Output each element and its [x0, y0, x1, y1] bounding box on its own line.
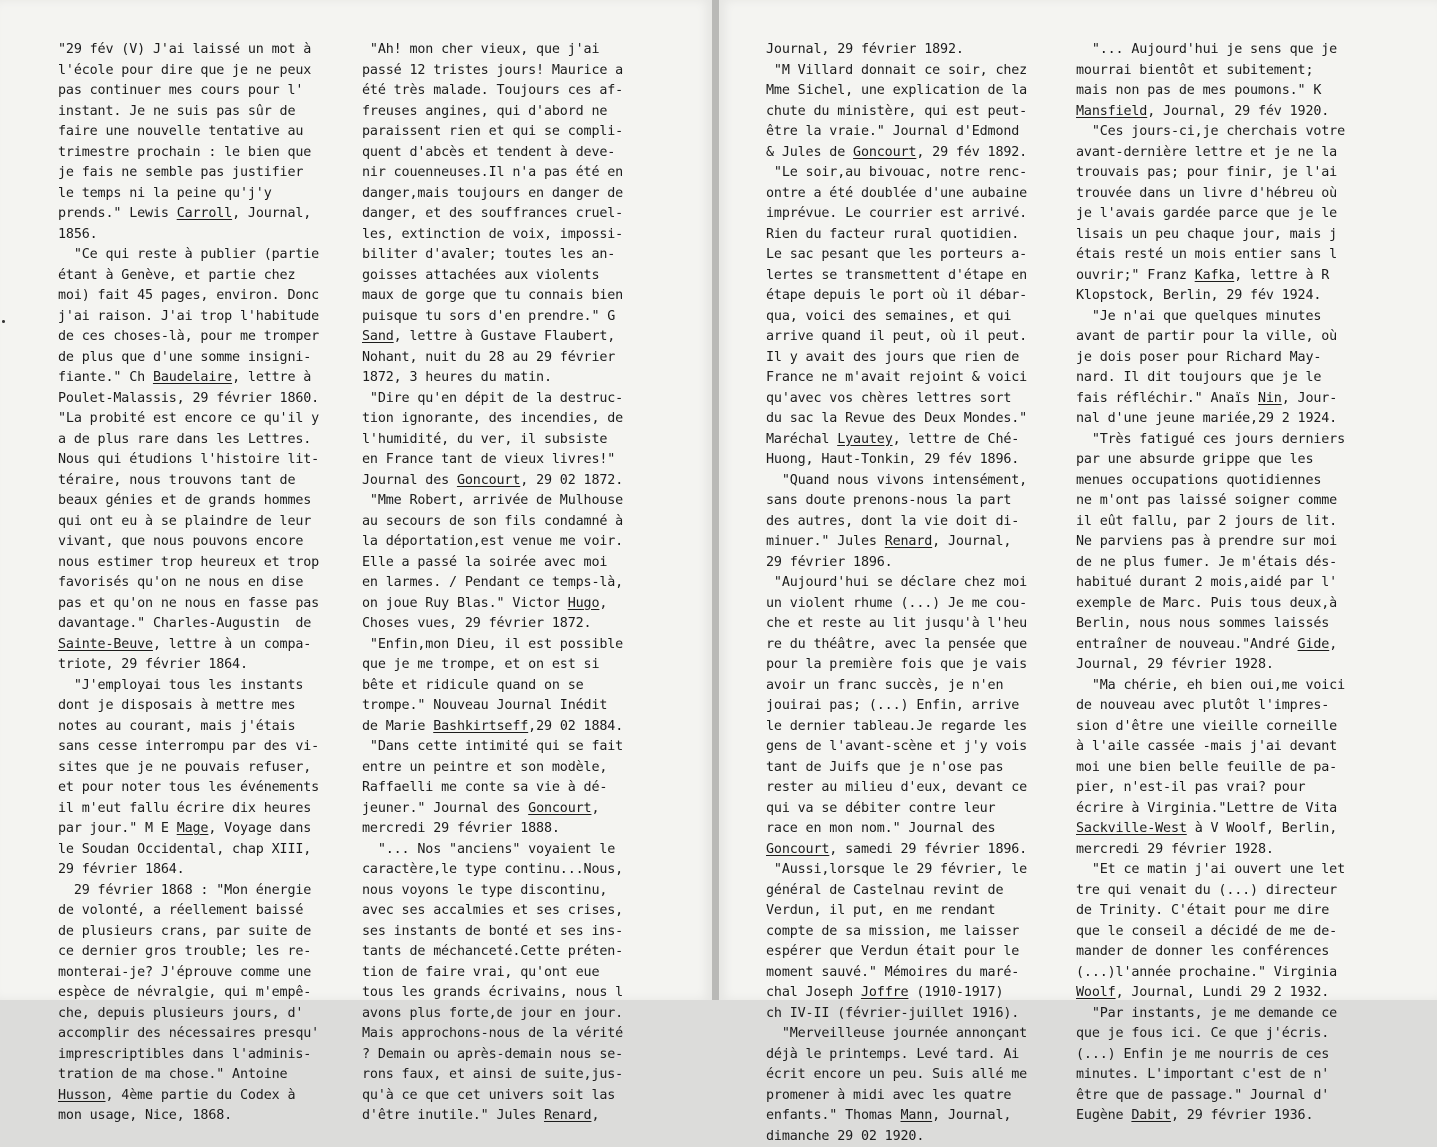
text-line: Rien du facteur rural quotidien. [766, 225, 1027, 246]
text-line: accomplir des nécessaires presqu' [58, 1024, 319, 1045]
text-line: tous les grands écrivains, nous l [362, 983, 623, 1004]
text-line: "Mme Robert, arrivée de Mulhouse [362, 491, 623, 512]
text-line: jeuner." Journal des Goncourt, [362, 799, 623, 820]
text-line: Goncourt, samedi 29 février 1896. [766, 840, 1027, 861]
text-column-1 [58, 40, 319, 1127]
text-line: on joue Ruy Blas." Victor Hugo, [362, 594, 623, 615]
text-line: Verdun, il put, en me rendant [766, 901, 1027, 922]
text-line: "Merveilleuse journée annonçant [766, 1024, 1027, 1045]
text-line: qui ont eu à se plaindre de leur [58, 512, 319, 533]
text-line: minutes. L'important c'est de n' [1076, 1065, 1345, 1086]
text-line: ce dernier gros trouble; les re- [58, 942, 319, 963]
text-line: "La probité est encore ce qu'il y [58, 409, 319, 430]
text-line: & Jules de Goncourt, 29 fév 1892. [766, 143, 1027, 164]
text-line: en larmes. / Pendant ce temps-là, [362, 573, 623, 594]
text-line: moi une bien belle feuille de pa- [1076, 758, 1345, 779]
text-line: "Dire qu'en dépit de la destruc- [362, 389, 623, 410]
text-line: des autres, dont la vie doit di- [766, 512, 1027, 533]
text-line: trimestre prochain : le bien que [58, 143, 319, 164]
author-name: Goncourt [766, 842, 829, 857]
text-line: étant à Genève, et partie chez [58, 266, 319, 287]
text-line: puisque tu sors d'en prendre." G [362, 307, 623, 328]
text-line: ne m'ont pas laissé soigner comme [1076, 491, 1345, 512]
text-line: "... Nos "anciens" voyaient le [362, 840, 623, 861]
text-line: fais réfléchir." Anaïs Nin, Jour- [1076, 389, 1345, 410]
author-name: Bashkirtseff [433, 719, 528, 734]
text-line: le dernier tableau.Je regarde les [766, 717, 1027, 738]
author-name: Lyautey [837, 432, 892, 447]
author-name: Sainte-Beuve [58, 637, 153, 652]
text-line: 1856. [58, 225, 319, 246]
text-line: instant. Je ne suis pas sûr de [58, 102, 319, 123]
text-line: "Par instants, je me demande ce [1076, 1004, 1345, 1025]
text-line: menues occupations quotidiennes [1076, 471, 1345, 492]
text-line: que le conseil a décidé de me de- [1076, 922, 1345, 943]
text-line: "Le soir,au bivouac, notre renc- [766, 163, 1027, 184]
text-line: Huong, Haut-Tonkin, 29 fév 1896. [766, 450, 1027, 471]
text-line: "Je n'ai que quelques minutes [1076, 307, 1345, 328]
text-line: fiante." Ch Baudelaire, lettre à [58, 368, 319, 389]
text-line: arrive quand il peut, où il peut. [766, 327, 1027, 348]
text-line: qui va se débiter contre leur [766, 799, 1027, 820]
text-line: du sac la Revue des Deux Mondes." [766, 409, 1027, 430]
author-name: Goncourt [457, 473, 520, 488]
text-line: Sackville-West à V Woolf, Berlin, [1076, 819, 1345, 840]
text-line: maux de gorge que tu connais bien [362, 286, 623, 307]
text-line: Poulet-Malassis, 29 février 1860. [58, 389, 319, 410]
text-line: moment sauvé." Mémoires du maré- [766, 963, 1027, 984]
text-line: (...) Enfin je me nourris de ces [1076, 1045, 1345, 1066]
text-line: goisses attachées aux violents [362, 266, 623, 287]
text-line: "Ah! mon cher vieux, que j'ai [362, 40, 623, 61]
text-line: mourrai bientôt et subitement; [1076, 61, 1345, 82]
text-line: minuer." Jules Renard, Journal, [766, 532, 1027, 553]
text-line: il m'eut fallu écrire dix heures [58, 799, 319, 820]
text-line: mercredi 29 février 1888. [362, 819, 623, 840]
text-line: prends." Lewis Carroll, Journal, [58, 204, 319, 225]
author-name: Carroll [177, 206, 232, 221]
author-name: Mage [177, 821, 209, 836]
text-line: être que de passage." Journal d' [1076, 1086, 1345, 1107]
text-line: lertes se transmettent d'étape en [766, 266, 1027, 287]
text-line: Elle a passé la soirée avec moi [362, 553, 623, 574]
text-line: de volonté, a réellement baissé [58, 901, 319, 922]
author-name: Renard [544, 1108, 591, 1123]
text-line: lisais un peu chaque jour, mais j [1076, 225, 1345, 246]
text-line: entraîner de nouveau."André Gide, [1076, 635, 1345, 656]
text-line: j'ai raison. J'ai trop l'habitude [58, 307, 319, 328]
text-line: Mme Sichel, une explication de la [766, 81, 1027, 102]
text-line: "Ma chérie, eh bien oui,me voici [1076, 676, 1345, 697]
text-line: "J'employai tous les instants [58, 676, 319, 697]
text-line: de Trinity. C'était pour me dire [1076, 901, 1345, 922]
text-line: Le sac pesant que les porteurs a- [766, 245, 1027, 266]
text-line: d'être inutile." Jules Renard, [362, 1106, 623, 1127]
author-name: Mann [901, 1108, 933, 1123]
text-line: race en mon nom." Journal des [766, 819, 1027, 840]
text-line: pas continuer mes cours pour l' [58, 81, 319, 102]
text-line: écrire à Virginia."Lettre de Vita [1076, 799, 1345, 820]
text-line: danger,mais toujours en danger de [362, 184, 623, 205]
text-line: au secours de son fils condamné à [362, 512, 623, 533]
text-line: avoir un franc succès, je n'en [766, 676, 1027, 697]
text-line: je dois poser pour Richard May- [1076, 348, 1345, 369]
text-line: notes au courant, mais j'étais [58, 717, 319, 738]
text-line: 29 février 1868 : "Mon énergie [58, 881, 319, 902]
text-line: sans cesse interrompu par des vi- [58, 737, 319, 758]
text-line: sites que je ne pouvais refuser, [58, 758, 319, 779]
text-line: tants de méchanceté.Cette préten- [362, 942, 623, 963]
text-line: par jour." M E Mage, Voyage dans [58, 819, 319, 840]
text-line: 29 février 1896. [766, 553, 1027, 574]
text-line: avant-dernière lettre et je ne la [1076, 143, 1345, 164]
text-line: qua, voici des semaines, et qui [766, 307, 1027, 328]
author-name: Baudelaire [153, 370, 232, 385]
text-line: ? Demain ou après-demain nous se- [362, 1045, 623, 1066]
text-line: caractère,le type continu...Nous, [362, 860, 623, 881]
text-line: mercredi 29 février 1928. [1076, 840, 1345, 861]
text-line: Choses vues, 29 février 1872. [362, 614, 623, 635]
text-line: ses instants de bonté et ses ins- [362, 922, 623, 943]
text-line: nous estimer trop heureux et trop [58, 553, 319, 574]
text-line: l'humidité, du ver, il subsiste [362, 430, 623, 451]
author-name: Renard [885, 534, 932, 549]
text-line: "... Aujourd'hui je sens que je [1076, 40, 1345, 61]
author-name: Sackville-West [1076, 821, 1187, 836]
text-line: freuses angines, qui d'abord ne [362, 102, 623, 123]
author-name: Gide [1298, 637, 1330, 652]
text-line: faire une nouvelle tentative au [58, 122, 319, 143]
text-line: avec ses accalmies et ses crises, [362, 901, 623, 922]
text-line: bête et ridicule quand on se [362, 676, 623, 697]
text-line: que je fous ici. Ce que j'écris. [1076, 1024, 1345, 1045]
text-line: le Soudan Occidental, chap XIII, [58, 840, 319, 861]
text-line: Ne parviens pas à prendre sur moi [1076, 532, 1345, 553]
text-line: Raffaelli me conte sa vie à dé- [362, 778, 623, 799]
text-line: sion d'être une vieille corneille [1076, 717, 1345, 738]
text-line: l'école pour dire que je ne peux [58, 61, 319, 82]
text-line: je fais ne semble pas justifier [58, 163, 319, 184]
text-line: 29 février 1864. [58, 860, 319, 881]
author-name: Husson [58, 1088, 105, 1103]
author-name: Joffre [861, 985, 908, 1000]
text-line: sans doute prenons-nous la part [766, 491, 1027, 512]
text-line: espérer que Verdun était pour le [766, 942, 1027, 963]
text-line: Journal, 29 février 1892. [766, 40, 1027, 61]
text-line: Sand, lettre à Gustave Flaubert, [362, 327, 623, 348]
text-line: "Ces jours-ci,je cherchais votre [1076, 122, 1345, 143]
text-line: passé 12 tristes jours! Maurice a [362, 61, 623, 82]
text-line: ouvrir;" Franz Kafka, lettre à R [1076, 266, 1345, 287]
text-line: être la vraie." Journal d'Edmond [766, 122, 1027, 143]
text-line: la déportation,est venue me voir. [362, 532, 623, 553]
text-line: espèce de névralgie, qui m'empê- [58, 983, 319, 1004]
author-name: Kafka [1195, 268, 1235, 283]
text-column-2 [362, 40, 623, 1127]
text-line: Sainte-Beuve, lettre à un compa- [58, 635, 319, 656]
text-line: a de plus rare dans les Lettres. [58, 430, 319, 451]
text-line: général de Castelnau revint de [766, 881, 1027, 902]
left-page [0, 0, 712, 1000]
text-line: que je me trompe, et on est si [362, 655, 623, 676]
text-line: "Quand nous vivons intensément, [766, 471, 1027, 492]
text-line: Husson, 4ème partie du Codex à [58, 1086, 319, 1107]
margin-mark [2, 320, 5, 323]
text-line: Il y avait des jours que rien de [766, 348, 1027, 369]
text-line: pier, n'est-il pas vrai? pour [1076, 778, 1345, 799]
right-page [719, 0, 1437, 1000]
text-line: "Enfin,mon Dieu, il est possible [362, 635, 623, 656]
text-line: exemple de Marc. Puis tous deux,à [1076, 594, 1345, 615]
text-line: en France tant de vieux livres!" [362, 450, 623, 471]
text-line: favorisés qu'on ne nous en dise [58, 573, 319, 594]
text-line: par une absurde grippe que les [1076, 450, 1345, 471]
text-line: nard. Il dit toujours que je le [1076, 368, 1345, 389]
text-line: étais resté un mois entier sans l [1076, 245, 1345, 266]
text-line: davantage." Charles-Augustin de [58, 614, 319, 635]
text-line: à l'aile cassée -mais j'ai devant [1076, 737, 1345, 758]
author-name: Hugo [568, 596, 600, 611]
text-line: gens de l'avant-scène et j'y vois [766, 737, 1027, 758]
text-line: France ne m'avait rejoint & voici [766, 368, 1027, 389]
text-line: tre qui venait du (...) directeur [1076, 881, 1345, 902]
text-line: "Dans cette intimité qui se fait [362, 737, 623, 758]
author-name: Sand [362, 329, 394, 344]
text-line: pour la première fois que je vais [766, 655, 1027, 676]
text-line: déjà le printemps. Levé tard. Ai [766, 1045, 1027, 1066]
text-line: un violent rhume (...) Je me cou- [766, 594, 1027, 615]
text-line: monterai-je? J'éprouve comme une [58, 963, 319, 984]
text-line: de nouveau avec plutôt l'impres- [1076, 696, 1345, 717]
text-column-3 [766, 40, 1027, 1147]
text-line: imprescriptibles dans l'adminis- [58, 1045, 319, 1066]
text-line: 1872, 3 heures du matin. [362, 368, 623, 389]
text-line: "Ce qui reste à publier (partie [58, 245, 319, 266]
text-line: re du théâtre, avec la pensée que [766, 635, 1027, 656]
text-line: habitué durant 2 mois,aidé par l' [1076, 573, 1345, 594]
text-line: nal d'une jeune mariée,29 2 1924. [1076, 409, 1345, 430]
text-line: nous voyons le type discontinu, [362, 881, 623, 902]
author-name: Nin [1258, 391, 1282, 406]
author-name: Goncourt [528, 801, 591, 816]
text-line: rester au milieu d'eux, devant ce [766, 778, 1027, 799]
text-line: beaux génies et de grands hommes [58, 491, 319, 512]
text-line: ch IV-II (février-juillet 1916). [766, 1004, 1027, 1025]
text-line: "Aujourd'hui se déclare chez moi [766, 573, 1027, 594]
text-line: dimanche 29 02 1920. [766, 1127, 1027, 1147]
text-line: "Très fatigué ces jours derniers [1076, 430, 1345, 451]
text-line: de plus que d'une somme insigni- [58, 348, 319, 369]
text-line: téraire, nous trouvons tant de [58, 471, 319, 492]
text-line: "Et ce matin j'ai ouvert une let [1076, 860, 1345, 881]
text-line: mander de donner les conférences [1076, 942, 1345, 963]
text-line: étape depuis le port où il débar- [766, 286, 1027, 307]
text-line: de plusieurs crans, par suite de [58, 922, 319, 943]
text-line: moi) fait 45 pages, environ. Donc [58, 286, 319, 307]
author-name: Dabit [1131, 1108, 1171, 1123]
text-line: tion de faire vrai, qu'ont eue [362, 963, 623, 984]
text-line: promener à midi avec les quatre [766, 1086, 1027, 1107]
text-line: pas et qu'on ne nous en fasse pas [58, 594, 319, 615]
text-line: trouvée dans un livre d'hébreu où [1076, 184, 1345, 205]
text-line: tant de Juifs que je n'ose pas [766, 758, 1027, 779]
text-line: mais non pas de mes poumons." K [1076, 81, 1345, 102]
text-line: trouvais pas; pour finir, je l'ai [1076, 163, 1345, 184]
text-line: et pour noter tous les événements [58, 778, 319, 799]
text-line: imprévue. Le courrier est arrivé. [766, 204, 1027, 225]
text-line: triote, 29 février 1864. [58, 655, 319, 676]
text-line: été très malade. Toujours ces af- [362, 81, 623, 102]
text-line: compte de sa mission, me laisser [766, 922, 1027, 943]
text-line: "M Villard donnait ce soir, chez [766, 61, 1027, 82]
text-line: chal Joseph Joffre (1910-1917) [766, 983, 1027, 1004]
text-line: mon usage, Nice, 1868. [58, 1106, 319, 1127]
text-line: qu'avec vos chères lettres sort [766, 389, 1027, 410]
text-line: Maréchal Lyautey, lettre de Ché- [766, 430, 1027, 451]
text-line: Journal, 29 février 1928. [1076, 655, 1345, 676]
text-line: de Marie Bashkirtseff,29 02 1884. [362, 717, 623, 738]
text-line: biliter d'avaler; toutes les an- [362, 245, 623, 266]
text-line: Berlin, nous nous sommes laissés [1076, 614, 1345, 635]
text-line: (...)l'année prochaine." Virginia [1076, 963, 1345, 984]
text-line: che, depuis plusieurs jours, d' [58, 1004, 319, 1025]
text-line: Nohant, nuit du 28 au 29 février [362, 348, 623, 369]
text-line: avons plus forte,de jour en jour. [362, 1004, 623, 1025]
text-line: entre un peintre et son modèle, [362, 758, 623, 779]
text-line: les, extinction de voix, impossi- [362, 225, 623, 246]
text-line: rons faux, et ainsi de suite,jus- [362, 1065, 623, 1086]
text-column-4 [1076, 40, 1345, 1127]
text-line: paraissent rien et qui se compli- [362, 122, 623, 143]
text-line: tration de ma chose." Antoine [58, 1065, 319, 1086]
text-line: Journal des Goncourt, 29 02 1872. [362, 471, 623, 492]
text-line: enfants." Thomas Mann, Journal, [766, 1106, 1027, 1127]
text-line: dont je disposais à mettre mes [58, 696, 319, 717]
text-line: chute du ministère, qui est peut- [766, 102, 1027, 123]
author-name: Woolf [1076, 985, 1116, 1000]
text-line: de ces choses-là, pour me tromper [58, 327, 319, 348]
text-line: tion ignorante, des incendies, de [362, 409, 623, 430]
text-line: jouirai pas; (...) Enfin, arrive [766, 696, 1027, 717]
text-line: che et reste au lit jusqu'à l'heu [766, 614, 1027, 635]
text-line: quent d'abcès et tendent à deve- [362, 143, 623, 164]
text-line: "Aussi,lorsque le 29 février, le [766, 860, 1027, 881]
text-line: écrit encore un peu. Suis allé me [766, 1065, 1027, 1086]
text-line: Mais approchons-nous de la vérité [362, 1024, 623, 1045]
text-line: Klopstock, Berlin, 29 fév 1924. [1076, 286, 1345, 307]
text-line: avant de partir pour la ville, où [1076, 327, 1345, 348]
text-line: je l'avais gardée parce que je le [1076, 204, 1345, 225]
text-line: de ne plus fumer. Je m'étais dés- [1076, 553, 1345, 574]
text-line: vivant, que nous pouvons encore [58, 532, 319, 553]
text-line: Mansfield, Journal, 29 fév 1920. [1076, 102, 1345, 123]
text-line: le temps ni la peine qu'j'y [58, 184, 319, 205]
text-line: nir couenneuses.Il n'a pas été en [362, 163, 623, 184]
author-name: Mansfield [1076, 104, 1147, 119]
text-line: il eût fallu, par 2 jours de lit. [1076, 512, 1345, 533]
text-line: danger, et des souffrances cruel- [362, 204, 623, 225]
text-line: "29 fév (V) J'ai laissé un mot à [58, 40, 319, 61]
book-gutter [712, 0, 719, 1000]
author-name: Goncourt [853, 145, 916, 160]
text-line: ontre a été doublée d'une aubaine [766, 184, 1027, 205]
text-line: Woolf, Journal, Lundi 29 2 1932. [1076, 983, 1345, 1004]
text-line: Eugène Dabit, 29 février 1936. [1076, 1106, 1345, 1127]
text-line: qu'à ce que cet univers soit las [362, 1086, 623, 1107]
text-line: Nous qui étudions l'histoire lit- [58, 450, 319, 471]
text-line: trompe." Nouveau Journal Inédit [362, 696, 623, 717]
